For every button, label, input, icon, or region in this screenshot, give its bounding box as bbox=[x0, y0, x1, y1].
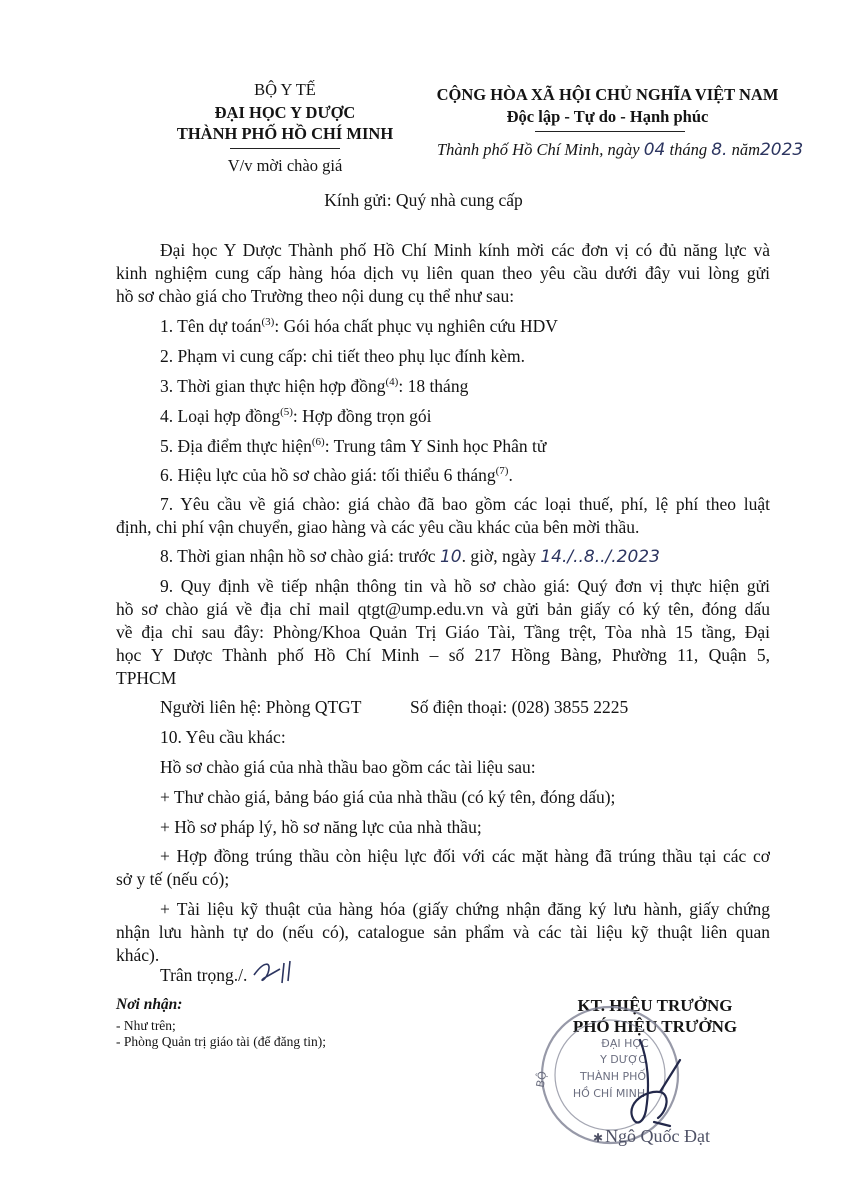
country-name: CỘNG HÒA XÃ HỘI CHỦ NGHĨA VIỆT NAM bbox=[436, 85, 779, 104]
contact-person: Người liên hệ: Phòng QTGT bbox=[160, 697, 362, 717]
item-3 bbox=[160, 376, 468, 397]
intro-line-2: kinh nghiệm cung cấp hàng hóa dịch vụ liên quan theo yêu cầu dưới đây vui lòng gửi bbox=[116, 263, 770, 283]
stamp-text-1: ĐẠI HỌC bbox=[601, 1037, 649, 1050]
signer-name-text: Ngô Quốc Đạt bbox=[605, 1126, 711, 1146]
contact-phone: Số điện thoại: (028) 3855 2225 bbox=[410, 697, 629, 717]
item-10: 10. Yêu cầu khác: bbox=[160, 727, 286, 747]
item-1 bbox=[160, 316, 558, 337]
item-8-mid: . giờ, ngày bbox=[461, 546, 536, 566]
item-9-line-3: về địa chỉ sau đây: Phòng/Khoa Quản Trị Giáo Tài, Tầng trệt, Tòa nhà 15 tầng, Đại bbox=[116, 622, 770, 642]
doc-item-2: + Hồ sơ pháp lý, hồ sơ năng lực của nhà thầu; bbox=[160, 817, 482, 837]
stamp-text-2: Y DƯỢC bbox=[600, 1053, 646, 1066]
item-9-line-5: TPHCM bbox=[116, 668, 177, 688]
date-line bbox=[437, 140, 803, 160]
item-5-label: 5. Địa điểm thực hiện bbox=[160, 436, 312, 456]
item-8 bbox=[160, 546, 660, 567]
doc-item-1: + Thư chào giá, bảng báo giá của nhà thầu (có ký tên, đóng dấu); bbox=[160, 787, 616, 807]
item-4-label: 4. Loại hợp đồng bbox=[160, 406, 281, 426]
header-right-rule bbox=[535, 131, 685, 132]
item-9-line-1: 9. Quy định về tiếp nhận thông tin và hồ sơ chào giá: Quý đơn vị thực hiện gửi bbox=[160, 576, 770, 596]
doc-item-4-line-1: + Tài liệu kỹ thuật của hàng hóa (giấy chứng nhận đăng ký lưu hành, giấy chứng bbox=[160, 899, 770, 919]
doc-item-4-line-3: khác). bbox=[116, 945, 160, 965]
year-word: năm bbox=[731, 140, 760, 159]
recipient-1: - Như trên; bbox=[116, 1018, 176, 1033]
item-2: 2. Phạm vi cung cấp: chi tiết theo phụ lục đính kèm. bbox=[160, 346, 525, 366]
footnote-ref-4: (4) bbox=[385, 376, 399, 389]
intro-line-1: Đại học Y Dược Thành phố Hồ Chí Minh kính mời các đơn vị có đủ năng lực và bbox=[160, 240, 770, 260]
initials-scribble bbox=[250, 955, 310, 990]
stamp-text-3: THÀNH PHỐ bbox=[579, 1070, 647, 1083]
month-word: tháng bbox=[669, 140, 708, 159]
doc-item-3-line-2: sở y tế (nếu có); bbox=[116, 869, 230, 889]
item-5 bbox=[160, 436, 546, 457]
item-6-label: 6. Hiệu lực của hồ sơ chào giá: tối thiểu 6 tháng bbox=[160, 465, 496, 485]
recipient-2: - Phòng Quản trị giáo tài (để đăng tin); bbox=[116, 1034, 326, 1049]
handwritten-month: 8. bbox=[711, 140, 728, 160]
header-left-rule bbox=[230, 148, 340, 149]
item-3-label: 3. Thời gian thực hiện hợp đồng bbox=[160, 376, 386, 396]
footnote-ref-6: (6) bbox=[311, 436, 325, 449]
subject-line: V/v mời chào giá bbox=[227, 156, 343, 175]
signer-name: ✱ Ngô Quốc Đạt bbox=[593, 1126, 711, 1146]
item-8-prefix: 8. Thời gian nhận hồ sơ chào giá: trước bbox=[160, 546, 436, 566]
item-9-line-4: học Y Dược Thành phố Hồ Chí Minh – số 217 Hồng Bàng, Phường 11, Quận 5, bbox=[116, 645, 770, 665]
national-motto: Độc lập - Tự do - Hạnh phúc bbox=[506, 107, 709, 126]
stamp-text-5: BỘ bbox=[533, 1070, 550, 1089]
item-7-line-1: 7. Yêu cầu về giá chào: giá chào đã bao gồm các loại thuế, phí, lệ phí theo luật bbox=[160, 494, 770, 514]
recipients-title: Nơi nhận: bbox=[116, 996, 183, 1013]
handwritten-year: 2023 bbox=[759, 140, 804, 160]
handwritten-signature bbox=[610, 1030, 700, 1140]
footnote-ref-3: (3) bbox=[261, 316, 275, 329]
item-3-value: : 18 tháng bbox=[398, 376, 469, 396]
ministry-name: BỘ Y TẾ bbox=[254, 80, 316, 99]
handwritten-day: 04 bbox=[643, 140, 666, 160]
item-4-value: : Hợp đồng trọn gói bbox=[292, 406, 432, 426]
date-prefix: Thành phố Hồ Chí Minh, ngày bbox=[437, 140, 640, 159]
item-6-end: . bbox=[508, 465, 513, 485]
item-7-line-2: định, chi phí vận chuyển, giao hàng và các yêu cầu khác của bên mời thầu. bbox=[116, 517, 640, 537]
doc-item-4-line-2: nhận lưu hành tự do (nếu có), catalogue sản phẩm và các tài liệu kỹ thuật liên quan bbox=[116, 922, 770, 942]
handwritten-hour: 10 bbox=[439, 547, 462, 567]
closing: Trân trọng./. bbox=[160, 965, 248, 985]
intro-line-3: hồ sơ chào giá cho Trường theo nội dung cụ thể như sau: bbox=[116, 286, 515, 306]
stamp-text-4: HỒ CHÍ MINH bbox=[572, 1087, 646, 1100]
footnote-ref-7: (7) bbox=[495, 465, 509, 478]
greeting: Kính gửi: Quý nhà cung cấp bbox=[324, 190, 523, 210]
signer-role-1: KT. HIỆU TRƯỞNG bbox=[577, 996, 733, 1015]
university-name-line1: ĐẠI HỌC Y DƯỢC bbox=[214, 103, 356, 122]
item-4 bbox=[160, 406, 431, 427]
item-1-value: : Gói hóa chất phục vụ nghiên cứu HDV bbox=[274, 316, 558, 336]
signer-role-2: PHÓ HIỆU TRƯỞNG bbox=[572, 1017, 738, 1036]
footnote-ref-5: (5) bbox=[280, 406, 293, 419]
item-1-label: 1. Tên dự toán bbox=[160, 316, 262, 336]
docs-intro: Hồ sơ chào giá của nhà thầu bao gồm các tài liệu sau: bbox=[160, 757, 536, 777]
handwritten-date: 14./..8../.2023 bbox=[540, 547, 660, 567]
item-6 bbox=[160, 465, 513, 486]
university-name-line2: THÀNH PHỐ HỒ CHÍ MINH bbox=[176, 124, 394, 143]
item-5-value: : Trung tâm Y Sinh học Phân tử bbox=[324, 436, 547, 456]
item-9-line-2: hồ sơ chào giá về địa chỉ mail qtgt@ump.edu.vn và gửi bản giấy có ký tên, đóng dấu bbox=[116, 599, 770, 619]
doc-item-3-line-1: + Hợp đồng trúng thầu còn hiệu lực đối với các mặt hàng đã trúng thầu tại các cơ bbox=[160, 846, 770, 866]
